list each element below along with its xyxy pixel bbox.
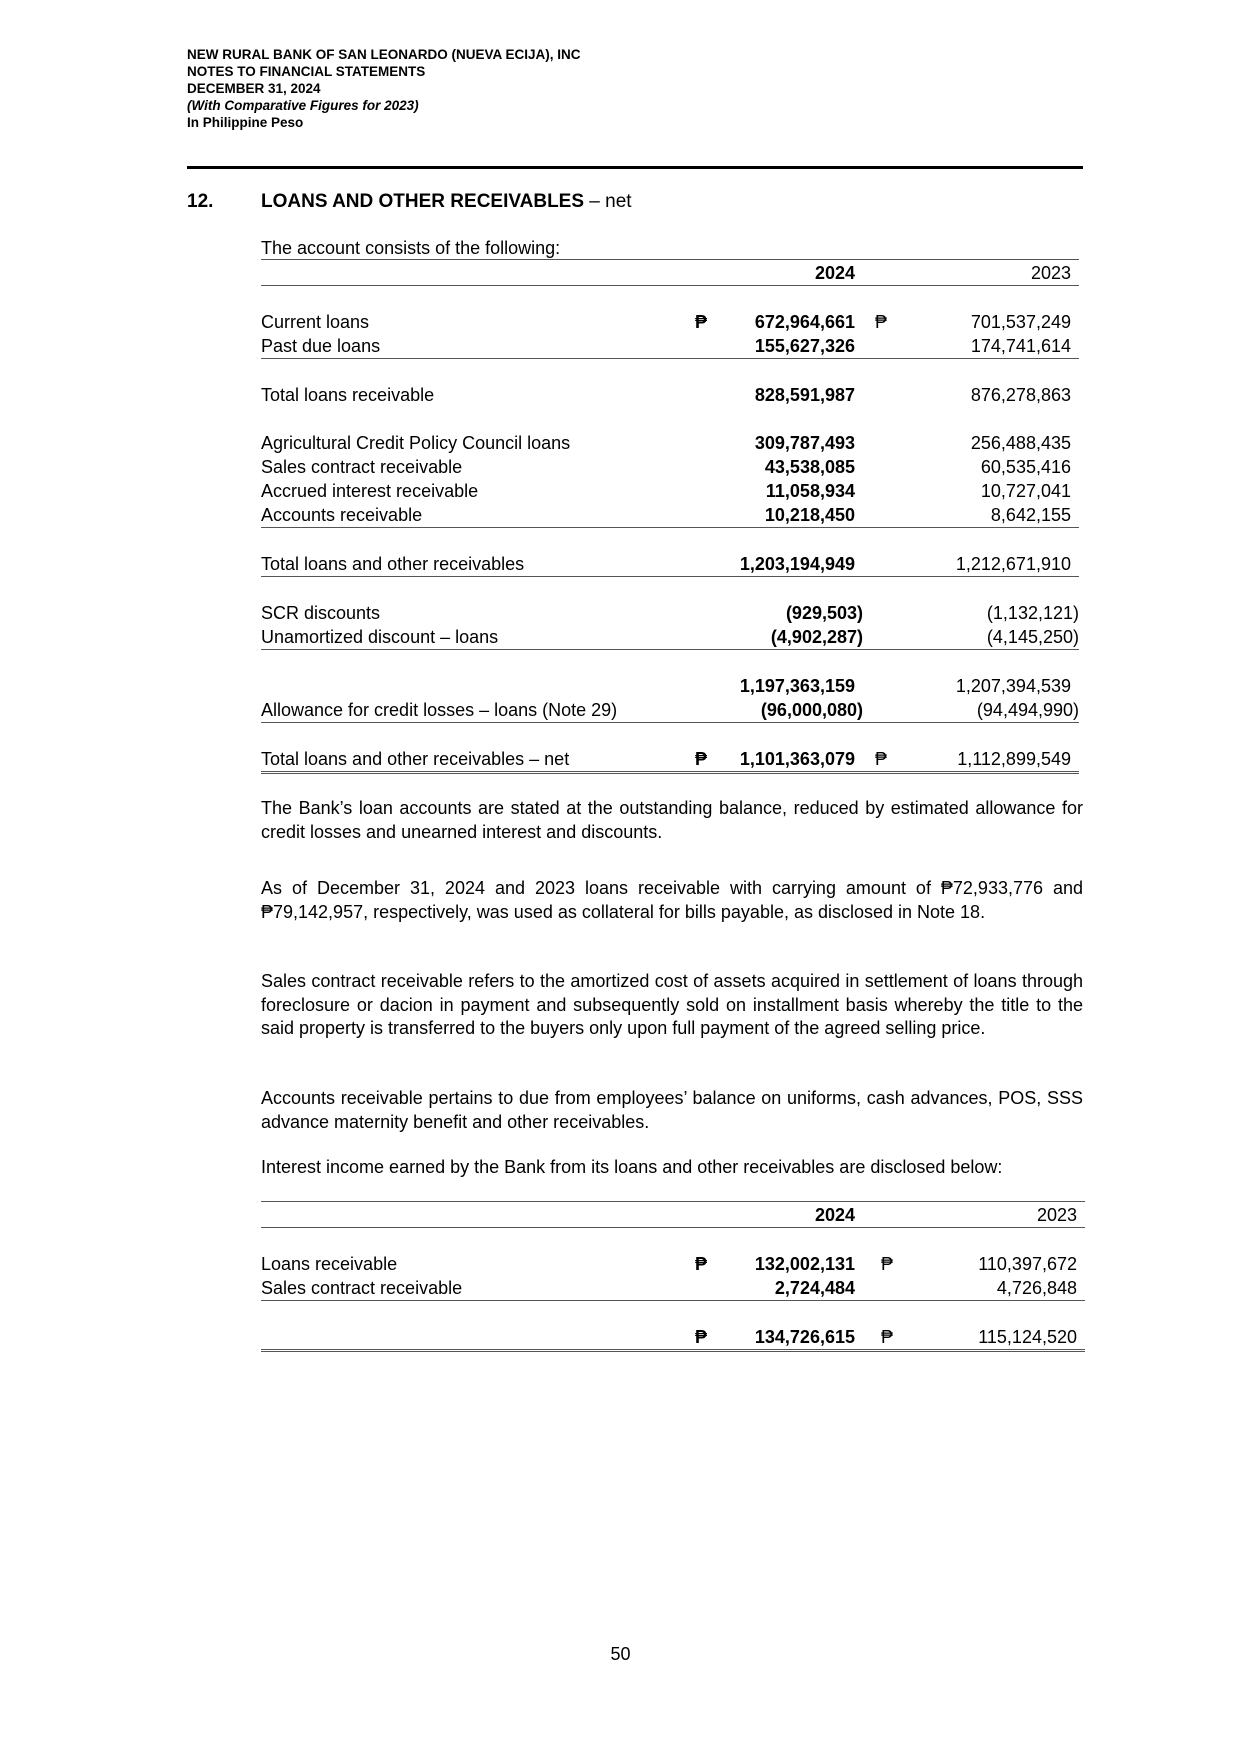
peso-sign: ₱ xyxy=(877,1325,921,1351)
table-header-row xyxy=(261,1202,1085,1228)
peso-sign: ₱ xyxy=(875,312,888,332)
document-header xyxy=(187,46,581,131)
section-heading xyxy=(187,190,632,214)
table-header-row xyxy=(261,260,1079,286)
currency-note: In Philippine Peso xyxy=(187,115,304,130)
loans-receivables-table xyxy=(261,259,1079,774)
page-number: 50 xyxy=(610,1644,631,1664)
header-divider xyxy=(187,166,1083,169)
table-row: Current loans ₱ 672,964,661 ₱ 701,537,249 xyxy=(261,312,1071,332)
col-header-2023: 2023 xyxy=(915,260,1079,286)
peso-sign: ₱ xyxy=(691,747,735,773)
table-row: Unamortized discount – loans (4,902,287) (4,145,250) xyxy=(261,625,1079,650)
statement-date: DECEMBER 31, 2024 xyxy=(187,81,321,96)
peso-sign: ₱ xyxy=(691,1325,735,1351)
peso-sign: ₱ xyxy=(881,1254,894,1274)
col-header-2024: 2024 xyxy=(735,260,863,286)
peso-sign: ₱ xyxy=(871,747,915,773)
peso-sign: ₱ xyxy=(695,1254,708,1274)
paragraph-sales-contract: Sales contract receivable refers to the amortized cost of assets acquired in settlement of loans through foreclosure or dacion in payment and subsequently sold on installment basis whereby the title to the said property is transferred to the buyers only upon full payment of the agreed selling price. xyxy=(261,971,1083,1038)
table-row: Agricultural Credit Policy Council loans 309,787,493 256,488,435 xyxy=(261,433,1071,453)
table-row-subtotal: 1,197,363,159 1,207,394,539 xyxy=(739,676,1071,696)
paragraph-accounts-receivable: Accounts receivable pertains to due from employees’ balance on uniforms, cash advances, POS, SSS advance maternity benefit and other receivables. xyxy=(261,1088,1083,1132)
company-name: NEW RURAL BANK OF SAN LEONARDO (NUEVA ECIJA), INC xyxy=(187,47,581,62)
table-row: Loans receivable ₱ 132,002,131 ₱ 110,397,672 xyxy=(261,1254,1077,1274)
peso-sign: ₱ xyxy=(695,312,708,332)
table1-intro: The account consists of the following: xyxy=(261,238,561,258)
interest-income-table xyxy=(261,1201,1085,1352)
table-row-subtotal: Total loans receivable 828,591,987 876,278,863 xyxy=(261,385,1071,405)
section-title: LOANS AND OTHER RECEIVABLES xyxy=(261,191,585,212)
paragraph-interest-income: Interest income earned by the Bank from its loans and other receivables are disclosed below: xyxy=(261,1157,1003,1177)
table-row: Sales contract receivable 2,724,484 4,726,848 xyxy=(261,1276,1085,1301)
comparative-note: (With Comparative Figures for 2023) xyxy=(187,98,419,113)
col-header-2023: 2023 xyxy=(921,1202,1085,1228)
table-row: Accrued interest receivable 11,058,934 10,727,041 xyxy=(261,481,1071,501)
table-row-grand-total: Total loans and other receivables – net ₱ 1,101,363,079 ₱ 1,112,899,549 xyxy=(261,747,1079,773)
section-suffix: – net xyxy=(584,191,632,212)
paragraph-collateral: As of December 31, 2024 and 2023 loans receivable with carrying amount of ₱72,933,776 and ₱79,142,957, respectively, was used as collateral for bills payable, as disclosed in Note 18. xyxy=(261,878,1083,922)
paragraph-loan-accounts: The Bank’s loan accounts are stated at the outstanding balance, reduced by estimated allowance for credit losses and unearned interest and discounts. xyxy=(261,798,1083,842)
table-row-grand-total: ₱ 134,726,615 ₱ 115,124,520 xyxy=(261,1325,1085,1351)
table-row-subtotal: Total loans and other receivables 1,203,194,949 1,212,671,910 xyxy=(261,552,1079,577)
table-row: Accounts receivable 10,218,450 8,642,155 xyxy=(261,503,1079,528)
table-row: SCR discounts (929,503) (1,132,121) xyxy=(261,603,1079,623)
document-title: NOTES TO FINANCIAL STATEMENTS xyxy=(187,64,426,79)
table-row: Sales contract receivable 43,538,085 60,535,416 xyxy=(261,457,1071,477)
col-header-2024: 2024 xyxy=(735,1202,869,1228)
section-number: 12. xyxy=(187,191,214,212)
table-row: Allowance for credit losses – loans (Note 29) (96,000,080) (94,494,990) xyxy=(261,698,1079,723)
table-row: Past due loans 155,627,326 174,741,614 xyxy=(261,334,1079,359)
